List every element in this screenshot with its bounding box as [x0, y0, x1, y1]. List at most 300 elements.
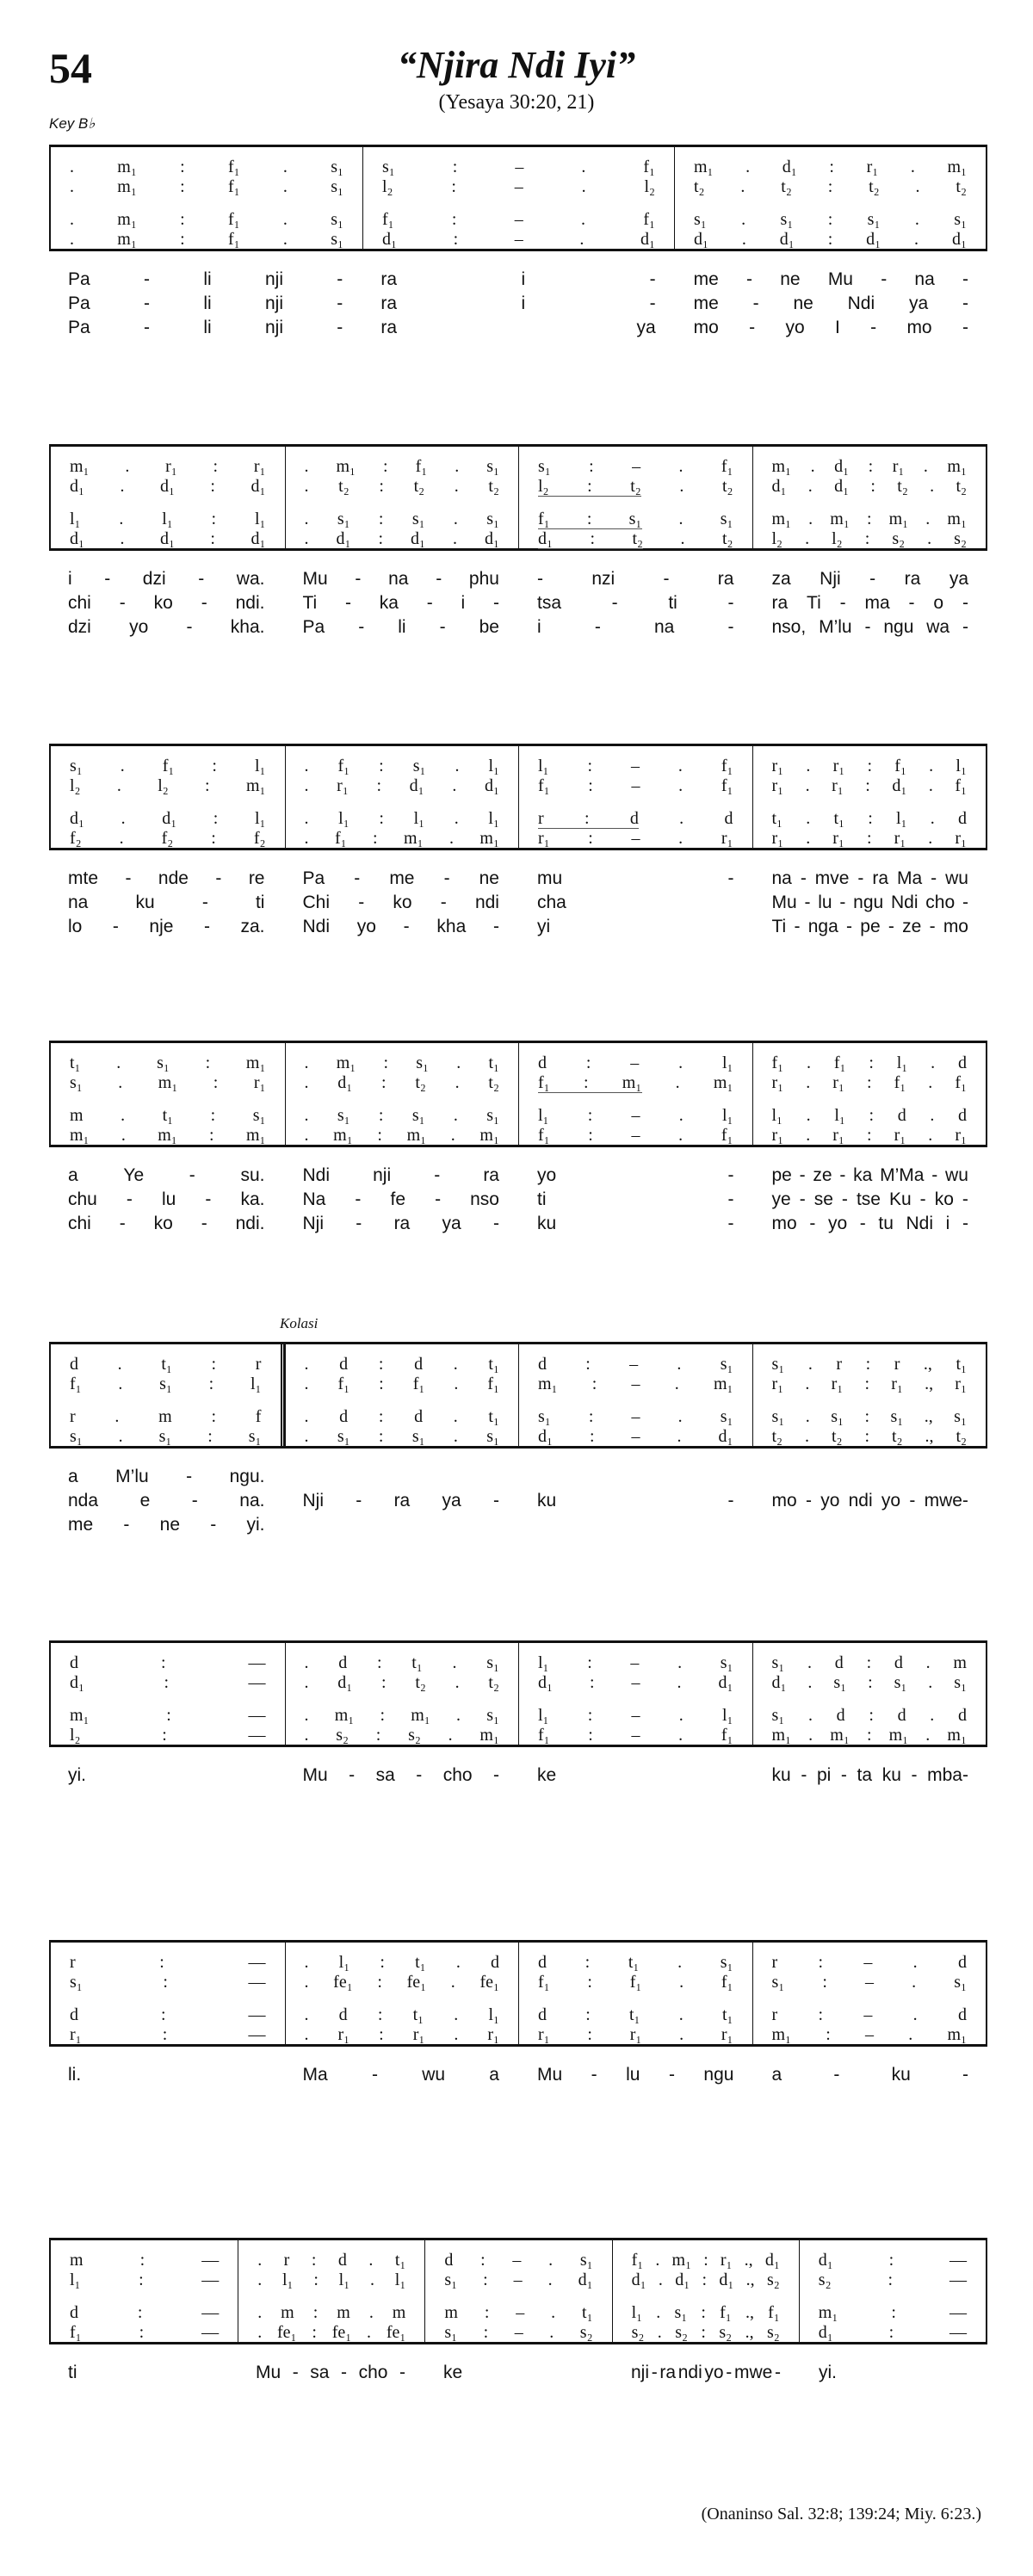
note: . — [70, 177, 74, 196]
note: l₂ — [70, 776, 81, 795]
note: : — [139, 2270, 144, 2289]
lyric-syllable: - — [591, 2065, 597, 2085]
bass-part-row — [70, 529, 266, 549]
note: l₁ — [538, 757, 549, 775]
lyric-syllable: me — [68, 1515, 94, 1535]
lyric-syllable: Nji — [820, 569, 841, 589]
lyric-syllable: Ndi — [847, 293, 875, 313]
note: : — [587, 477, 592, 496]
lyric-syllable: - — [799, 1165, 806, 1185]
tenor-part-row — [538, 1407, 733, 1427]
note: : — [313, 2270, 319, 2289]
note: s₁ — [486, 1653, 499, 1672]
lyric-syllable: - — [799, 1189, 806, 1209]
note: m₁ — [771, 2025, 792, 2044]
measure — [51, 1643, 285, 1745]
lyric-syllable: yo — [537, 1165, 557, 1185]
lyric-line — [68, 567, 265, 591]
note: : — [865, 1355, 871, 1374]
note: d₁ — [409, 776, 424, 795]
lyric-syllable: yi. — [246, 1515, 265, 1535]
lyric-syllable: i — [521, 269, 526, 289]
lyric-syllable: ngu. — [229, 1467, 265, 1486]
note: f₁ — [538, 1973, 550, 1992]
lyric-line — [772, 1764, 969, 1788]
lyric-syllable: - — [962, 593, 968, 613]
lyric-syllable: ndi. — [235, 593, 265, 613]
note: d₁ — [764, 2251, 780, 2270]
note: . — [304, 457, 309, 476]
note: r₁ — [771, 776, 784, 795]
lyric-syllable: - — [841, 1189, 848, 1209]
measure — [51, 1943, 285, 2045]
lyric-syllable: fe — [390, 1189, 405, 1209]
lyric-syllable: Pa — [302, 617, 325, 637]
note: s₂ — [631, 2323, 645, 2342]
lyric-line — [380, 268, 655, 292]
lyric-syllable: chi — [68, 593, 91, 613]
note: . — [116, 776, 121, 795]
note: fe₁ — [406, 1973, 427, 1992]
lyric-syllable: mu — [537, 868, 563, 888]
lyric-syllable: li — [203, 318, 212, 337]
lyric-syllable: mo — [906, 318, 932, 337]
lyric-syllable: ko — [153, 1214, 173, 1233]
measure — [518, 1943, 752, 2045]
note: : — [137, 2303, 143, 2322]
note: r₁ — [771, 757, 784, 775]
note: f₁ — [643, 158, 655, 176]
lyric-line — [68, 867, 265, 891]
note: . — [304, 1726, 309, 1745]
note: d — [538, 1053, 547, 1072]
note: . — [805, 1427, 809, 1446]
lyric-syllable: yi. — [819, 2363, 837, 2382]
note: : — [584, 809, 590, 828]
note: : — [586, 510, 592, 528]
note: t₂ — [897, 477, 908, 496]
note: s₁ — [771, 1407, 785, 1426]
lyric-syllable: - — [341, 2363, 348, 2382]
note: . — [304, 2005, 309, 2024]
note: : — [205, 776, 210, 795]
lyric-syllable: - — [794, 917, 801, 936]
note: s₁ — [331, 230, 343, 249]
note: . — [679, 2025, 684, 2044]
soprano-part-row — [538, 1953, 733, 1973]
lyric-syllable: se — [813, 1189, 833, 1209]
note: – — [631, 1427, 640, 1446]
note: t₂ — [892, 1427, 903, 1446]
note: . — [740, 177, 745, 196]
note: . — [450, 1126, 455, 1145]
note: : — [583, 1073, 589, 1092]
lyrics-measure — [49, 867, 284, 939]
note: : — [377, 1973, 382, 1992]
soprano-part-row — [538, 1355, 733, 1374]
note: r₁ — [955, 1374, 967, 1393]
measure — [424, 2240, 611, 2343]
lyric-syllable: - — [857, 868, 864, 888]
note: t₂ — [721, 477, 733, 496]
note: . — [452, 776, 457, 795]
lyric-syllable: - — [805, 1491, 812, 1510]
chorus-label: Kolasi — [280, 1315, 319, 1331]
lyrics-measure — [518, 867, 753, 939]
measure — [285, 447, 519, 549]
tenor-part-row — [70, 2005, 266, 2025]
note: . — [912, 1973, 917, 1992]
note: d₁ — [719, 2270, 734, 2289]
lyric-syllable: nji — [631, 2363, 650, 2382]
lyric-syllable: - — [929, 917, 936, 936]
lyric-syllable: ra — [380, 269, 398, 289]
lyric-syllable: Pa — [302, 868, 325, 888]
note: m₁ — [479, 1126, 499, 1145]
note: s₁ — [70, 757, 83, 775]
note: : — [483, 2323, 489, 2342]
lyric-syllable: na. — [239, 1491, 265, 1510]
note: : — [587, 1706, 593, 1725]
lyric-syllable: - — [962, 617, 968, 637]
lyric-syllable: ma — [864, 593, 890, 613]
alto-part-row — [70, 1374, 262, 1394]
note: . — [581, 210, 586, 229]
lyric-line — [303, 891, 500, 915]
note: : — [164, 1673, 170, 1692]
note: : — [869, 1106, 875, 1125]
lyric-syllable: mte — [68, 868, 99, 888]
note: . — [927, 529, 932, 548]
note: m₁ — [70, 457, 90, 476]
note: . — [257, 2270, 263, 2289]
note: : — [866, 1653, 872, 1672]
soprano-part-row — [538, 757, 733, 776]
lyric-syllable: - — [292, 2363, 299, 2382]
lyric-syllable: - — [210, 1515, 217, 1535]
note: : — [864, 529, 870, 548]
note: : — [588, 1407, 594, 1426]
lyric-syllable: - — [801, 1765, 807, 1785]
note: r₁ — [955, 1126, 967, 1145]
note: d — [538, 1355, 547, 1374]
note: d — [339, 1407, 349, 1426]
lyric-syllable: ne — [793, 293, 813, 313]
bass-part-row — [538, 1427, 733, 1447]
note: d₁ — [411, 529, 425, 548]
note: d — [70, 2303, 78, 2322]
note: t₂ — [338, 477, 349, 496]
note: . — [678, 776, 684, 795]
note: . — [70, 158, 74, 176]
note: m₁ — [404, 829, 424, 848]
lyric-syllable: - — [727, 1165, 734, 1185]
lyric-line — [772, 2063, 969, 2087]
lyric-syllable: Ndi — [302, 917, 331, 936]
note: . — [678, 1053, 684, 1072]
lyric-syllable: - — [881, 269, 888, 289]
note: m — [70, 1106, 84, 1125]
lyric-syllable: - — [749, 318, 756, 337]
note: : — [383, 457, 388, 476]
note: r₁ — [832, 757, 845, 775]
lyric-syllable: - — [186, 617, 193, 637]
note: d — [538, 1953, 547, 1972]
note: m₁ — [117, 210, 137, 229]
note: t₁ — [394, 2251, 406, 2270]
lyric-syllable: yo — [704, 2363, 724, 2382]
lyric-syllable: pi — [816, 1765, 832, 1785]
note: d₁ — [718, 1427, 733, 1446]
note: m₁ — [334, 1706, 355, 1725]
lyric-syllable: chu — [68, 1189, 97, 1209]
note: . — [678, 457, 684, 476]
note: – — [631, 1673, 640, 1692]
lyric-syllable: Pa — [68, 318, 90, 337]
note: f₁ — [227, 177, 240, 196]
note: m₁ — [947, 158, 967, 176]
note: . — [807, 1673, 813, 1692]
note: t₂ — [415, 1673, 426, 1692]
lyrics-measure — [753, 867, 988, 939]
note: – — [631, 776, 640, 795]
lyric-syllable: - — [356, 1491, 362, 1510]
note: : — [867, 757, 873, 775]
note: . — [118, 1073, 123, 1092]
bass-part-row — [70, 2025, 266, 2045]
note: : — [373, 829, 378, 848]
note: : — [378, 1106, 384, 1125]
staff-box — [49, 444, 987, 551]
note: l₁ — [488, 809, 499, 828]
note: . — [677, 757, 683, 775]
note: f₁ — [70, 2323, 82, 2342]
note: s₂ — [766, 2323, 780, 2342]
note: . — [120, 757, 125, 775]
note: d₁ — [251, 477, 266, 496]
note: . — [657, 2323, 662, 2342]
note: t₁ — [488, 1407, 499, 1426]
note: – — [514, 210, 523, 229]
note: m₁ — [158, 1073, 178, 1092]
lyric-syllable: - — [345, 593, 351, 613]
lyric-syllable: - — [186, 1467, 193, 1486]
note: : — [376, 1653, 382, 1672]
note: r₁ — [771, 829, 784, 848]
note: t₂ — [632, 529, 644, 548]
note: : — [379, 757, 384, 775]
note: . — [914, 210, 919, 229]
note: : — [180, 230, 185, 249]
slur-line — [538, 548, 643, 549]
note: . — [114, 1407, 120, 1426]
lyrics-block — [49, 1164, 987, 1236]
tenor-part-row — [305, 2005, 500, 2025]
note: t₁ — [488, 1053, 499, 1072]
note: – — [631, 1706, 640, 1725]
note: d — [337, 2251, 347, 2270]
alto-part-row — [70, 776, 266, 796]
note: — — [949, 2270, 967, 2289]
note: : — [869, 1053, 874, 1072]
tenor-part-row — [538, 510, 733, 529]
note: s₂ — [336, 1726, 349, 1745]
note: . — [120, 529, 125, 548]
lyric-syllable: Ye — [123, 1165, 145, 1185]
lyric-line — [68, 1164, 265, 1188]
note: r₁ — [771, 1126, 784, 1145]
note: : — [701, 2303, 706, 2322]
lyric-line — [772, 1465, 969, 1489]
lyric-syllable: lu — [818, 893, 832, 912]
measure — [285, 1344, 519, 1447]
lyric-syllable: - — [201, 593, 207, 613]
lyric-syllable: i — [68, 569, 72, 589]
lyric-line — [303, 1764, 500, 1788]
note: l₁ — [254, 809, 266, 828]
note: . — [808, 1726, 813, 1745]
note: t₂ — [721, 529, 733, 548]
note: s₁ — [538, 457, 551, 476]
note: : — [888, 2270, 894, 2289]
lyric-syllable: - — [839, 893, 846, 912]
note: r₁ — [832, 1073, 844, 1092]
measure — [362, 147, 674, 250]
note: r₁ — [832, 776, 844, 795]
note: : — [866, 510, 872, 528]
lyrics-measure — [49, 1764, 284, 1788]
note: s₁ — [444, 2270, 458, 2289]
bass-part-row — [819, 2323, 967, 2343]
note: . — [925, 510, 931, 528]
alto-part-row — [772, 776, 968, 796]
note: m — [444, 2303, 458, 2322]
measure — [752, 1043, 987, 1146]
note: . — [930, 809, 935, 828]
note: – — [631, 1374, 640, 1393]
note: m₁ — [333, 1126, 353, 1145]
note: — — [201, 2303, 220, 2322]
note: t₁ — [956, 1355, 967, 1374]
lyric-syllable: yo — [785, 318, 805, 337]
lyric-syllable: ya — [442, 1214, 461, 1233]
lyric-line — [68, 915, 265, 939]
lyric-syllable: - — [189, 1165, 195, 1185]
note: l₁ — [771, 1106, 783, 1125]
note: f₁ — [382, 210, 394, 229]
lyrics-measure — [362, 268, 674, 340]
note: . — [304, 1673, 309, 1692]
lyric-line — [772, 615, 969, 639]
note: – — [630, 1053, 640, 1072]
note: m₁ — [411, 1706, 430, 1725]
note: d — [70, 1355, 78, 1374]
note: : — [588, 776, 593, 795]
alto-part-row — [70, 177, 343, 197]
lyrics-measure — [49, 567, 284, 639]
note: r₁ — [955, 829, 967, 848]
soprano-part-row — [305, 457, 500, 477]
note: l₁ — [956, 757, 967, 775]
note: l₁ — [250, 1374, 262, 1393]
lyric-syllable: ra — [659, 2363, 677, 2382]
lyric-syllable: nje — [149, 917, 174, 936]
note: : — [312, 2303, 319, 2322]
music-system — [49, 1640, 987, 1788]
note: r — [283, 2251, 290, 2270]
note: . — [452, 1653, 457, 1672]
note: t₁ — [161, 1355, 172, 1374]
note: m₁ — [117, 158, 137, 176]
note: : — [869, 1706, 874, 1725]
note: : — [377, 1126, 382, 1145]
note: : — [379, 2025, 384, 2044]
note: . — [448, 1726, 453, 1745]
note: . — [805, 529, 810, 548]
lyric-syllable: lu — [626, 2065, 640, 2085]
note: s₁ — [833, 1673, 847, 1692]
measure — [285, 1043, 519, 1146]
note: : — [162, 2025, 168, 2044]
note: . — [304, 2025, 309, 2044]
lyric-syllable: tu — [878, 1214, 894, 1233]
note: . — [257, 2303, 263, 2322]
alto-part-row — [694, 177, 967, 197]
lyrics-measure — [675, 268, 987, 340]
lyric-syllable: - — [416, 1765, 423, 1785]
bass-part-row — [772, 829, 968, 849]
lyric-syllable: - — [493, 1491, 499, 1510]
lyric-syllable: Pa — [68, 293, 90, 313]
measure — [612, 2240, 799, 2343]
note: s₁ — [331, 177, 343, 196]
note: : — [585, 1355, 591, 1374]
lyric-syllable: ne — [159, 1515, 181, 1535]
note: f₁ — [955, 776, 967, 795]
note: : — [378, 529, 384, 548]
lyric-syllable: a — [68, 1467, 78, 1486]
note: m₁ — [947, 457, 967, 476]
staff-box — [49, 1940, 987, 2047]
note: f₁ — [833, 1053, 846, 1072]
lyric-line — [303, 2063, 500, 2087]
lyric-syllable: Ndi — [891, 893, 919, 912]
note: m₁ — [818, 2303, 838, 2322]
note: l₁ — [488, 2005, 499, 2024]
note: : — [166, 1706, 171, 1725]
lyric-syllable: be — [479, 617, 499, 637]
lyric-syllable: mwe — [733, 2363, 773, 2382]
lyric-syllable: ka — [853, 1165, 873, 1185]
note: . — [741, 210, 746, 229]
note: – — [631, 1726, 640, 1745]
tenor-part-row — [305, 510, 500, 529]
lyric-syllable: i — [461, 593, 466, 613]
note: l₁ — [488, 757, 499, 775]
lyric-syllable: Nji — [302, 1214, 324, 1233]
lyric-syllable: ku — [881, 1765, 901, 1785]
note: . — [674, 1374, 679, 1393]
alto-part-row — [305, 776, 500, 796]
tenor-part-row — [772, 1407, 968, 1427]
lyric-line — [694, 292, 968, 316]
measure — [51, 1344, 285, 1447]
note: . — [679, 477, 684, 496]
note: l₂ — [382, 177, 393, 196]
lyric-syllable: ndi — [677, 2363, 702, 2382]
lyric-syllable: yo — [356, 917, 376, 936]
lyric-syllable: Ndi — [906, 1214, 934, 1233]
